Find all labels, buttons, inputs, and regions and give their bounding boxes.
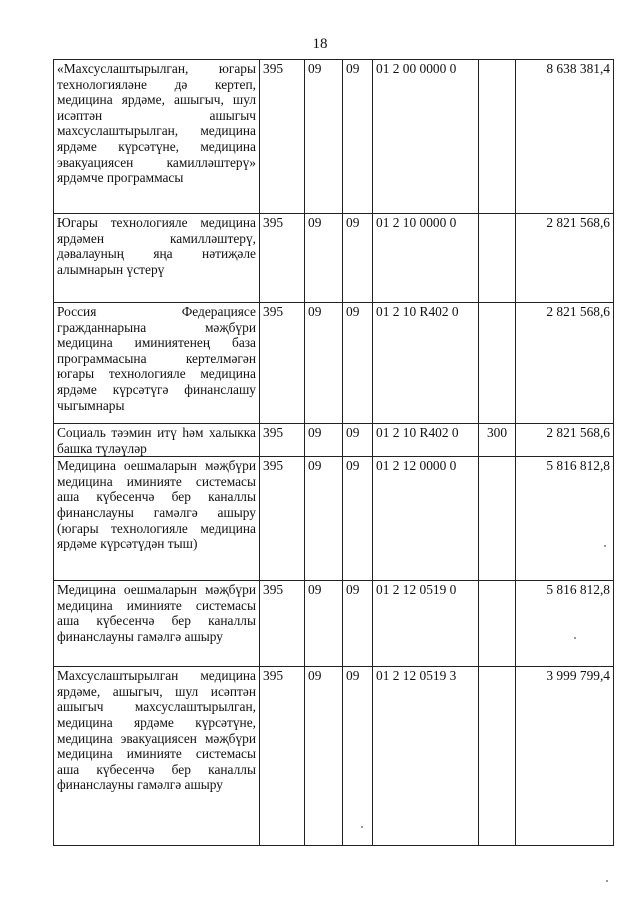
target-code: 01 2 10 R402 0 [373, 424, 479, 457]
target-code: 01 2 00 0000 0 [373, 60, 479, 214]
row-name: Россия Федерациясе гражданнарына мәҗбүри медицина иминиятенең база программасына кертелмәгән югары технологияле медицина ярдәме күрсәтүгә финанслашу чыгымнары [54, 303, 260, 424]
subsection-code: 09 [343, 424, 373, 457]
ministry-code: 395 [260, 581, 305, 667]
budget-table [53, 59, 614, 846]
expense-type-code [479, 667, 516, 846]
section-code: 09 [305, 60, 343, 214]
page-number: 18 [312, 36, 328, 52]
amount: 8 638 381,4 [516, 60, 614, 214]
subsection-code: 09 [343, 303, 373, 424]
expense-type-code [479, 581, 516, 667]
scan-speck [606, 880, 608, 882]
ministry-code: 395 [260, 424, 305, 457]
row-name: Югары технологияле медицина ярдәмен камилләштерү, дәвалауның яңа нәтиҗәле алымнарын үстерү [54, 214, 260, 303]
row-name: Медицина оешмаларын мәҗбүри медицина иминияте системасы аша күбесенчә бер каналлы финанслауны гамәлгә ашыру (югары технологияле медицина ярдәме күрсәтүдән тыш) [54, 457, 260, 581]
target-code: 01 2 12 0000 0 [373, 457, 479, 581]
expense-type-code [479, 214, 516, 303]
ministry-code: 395 [260, 214, 305, 303]
table-row [54, 667, 614, 846]
scan-speck [604, 545, 606, 547]
target-code: 01 2 12 0519 3 [373, 667, 479, 846]
row-name: Махсуслаштырылган медицина ярдәме, ашыгыч, шул исәптән ашыгыч махсуслаштырылган, медицина ярдәме күрсәтүне, медицина эвакуациясен мәҗбүри медицина иминияте системасы аша күбесенчә бер каналлы финанслауны гамәлгә ашыру [54, 667, 260, 846]
amount: 2 821 568,6 [516, 424, 614, 457]
subsection-code: 09 [343, 214, 373, 303]
ministry-code: 395 [260, 667, 305, 846]
amount: 5 816 812,8 [516, 581, 614, 667]
expense-type-code: 300 [479, 424, 516, 457]
section-code: 09 [305, 424, 343, 457]
subsection-code: 09 [343, 60, 373, 214]
table-row [54, 581, 614, 667]
subsection-code: 09 [343, 667, 373, 846]
amount: 2 821 568,6 [516, 214, 614, 303]
table-row [54, 457, 614, 581]
section-code: 09 [305, 581, 343, 667]
section-code: 09 [305, 457, 343, 581]
expense-type-code [479, 303, 516, 424]
ministry-code: 395 [260, 457, 305, 581]
section-code: 09 [305, 667, 343, 846]
amount: 5 816 812,8 [516, 457, 614, 581]
table-row [54, 214, 614, 303]
scan-speck [574, 637, 576, 639]
ministry-code: 395 [260, 60, 305, 214]
target-code: 01 2 10 0000 0 [373, 214, 479, 303]
amount: 2 821 568,6 [516, 303, 614, 424]
ministry-code: 395 [260, 303, 305, 424]
table-row [54, 303, 614, 424]
row-name: Социаль тәэмин итү һәм халыкка башка түләүләр [54, 424, 260, 457]
scan-speck [361, 826, 363, 828]
expense-type-code [479, 60, 516, 214]
target-code: 01 2 10 R402 0 [373, 303, 479, 424]
target-code: 01 2 12 0519 0 [373, 581, 479, 667]
subsection-code: 09 [343, 457, 373, 581]
amount: 3 999 799,4 [516, 667, 614, 846]
expense-type-code [479, 457, 516, 581]
section-code: 09 [305, 214, 343, 303]
row-name: «Махсуслаштырылган, югары технологияләне дә кертеп, медицина ярдәме, ашыгыч, шул исәптән ашыгыч махсуслаштырылган, медицина ярдәме күрсәтүне, медицина эвакуациясен камилләштерү» ярдәмче программасы [54, 60, 260, 214]
table-row [54, 60, 614, 214]
subsection-code: 09 [343, 581, 373, 667]
section-code: 09 [305, 303, 343, 424]
table-row [54, 424, 614, 457]
row-name: Медицина оешмаларын мәҗбүри медицина иминияте системасы аша күбесенчә бер каналлы финанслауны гамәлгә ашыру [54, 581, 260, 667]
